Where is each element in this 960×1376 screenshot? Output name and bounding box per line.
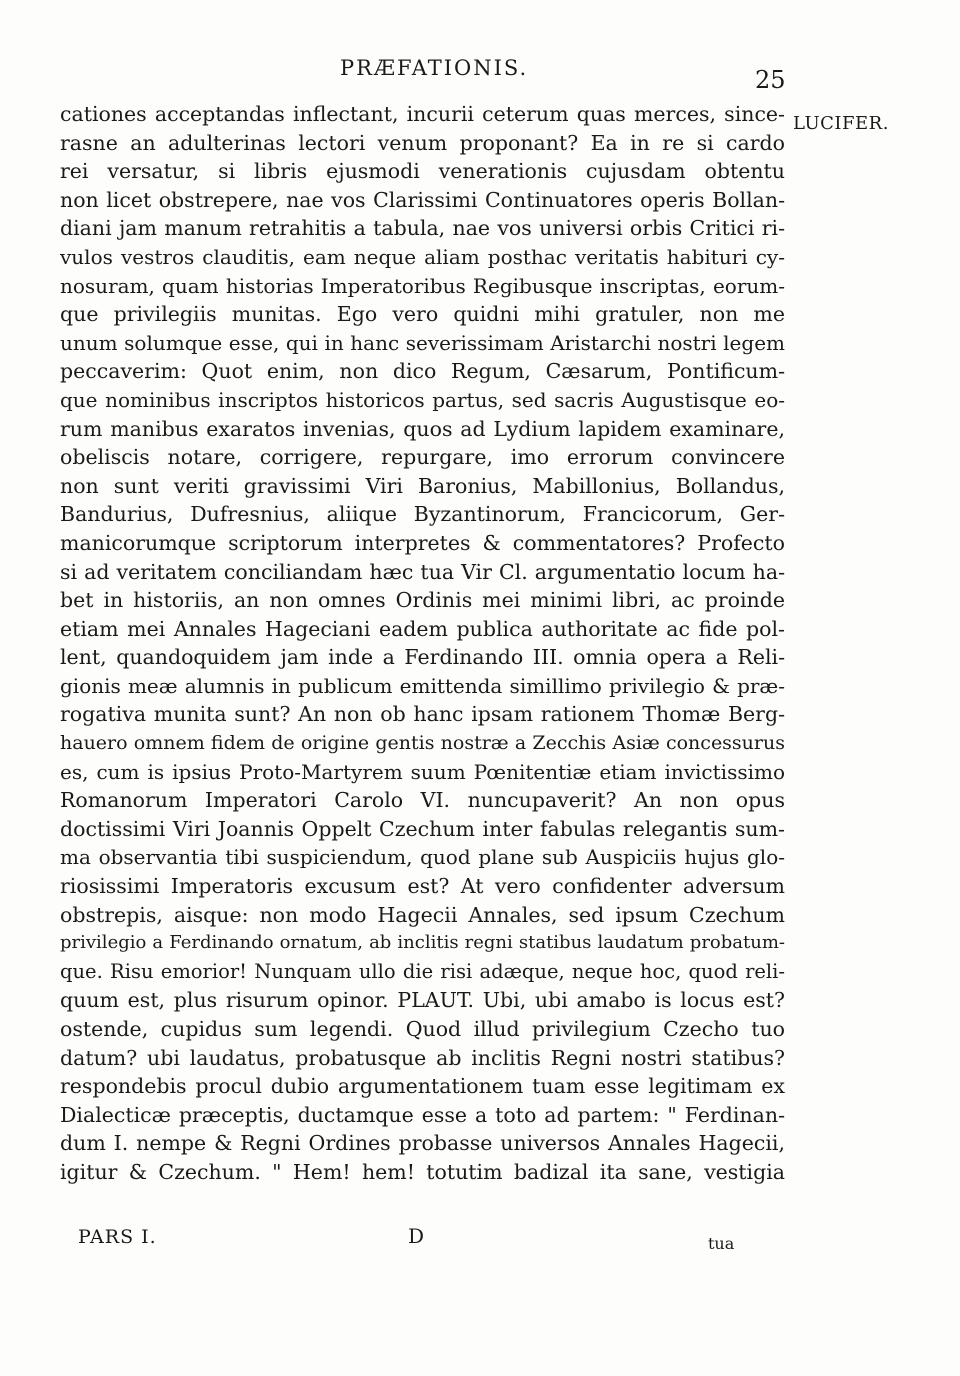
text-line: gionis meæ alumnis in publicum emittenda simillimo privilegio & præ- [60,673,785,698]
text-line: unum solumque esse, qui in hanc severissimam Aristarchi nostri legem [60,330,785,355]
text-line: ma observantia tibi suspiciendum, quod plane sub Auspiciis hujus glo- [60,845,785,870]
text-line: non sunt veriti gravissimi Viri Baronius, Mabillonius, Bollandus, [60,473,785,498]
text-line: que nominibus inscriptos historicos partus, sed sacris Augustisque eo- [60,387,785,412]
text-line: diani jam manum retrahitis a tabula, nae vos universi orbis Critici ri- [60,216,785,241]
text-line: non licet obstrepere, nae vos Clarissimi Continuatores operis Bollan- [60,187,785,212]
margin-note: LUCIFER. [793,113,889,134]
page-number: 25 [755,66,786,94]
text-line: ostende, cupidus sum legendi. Quod illud privilegium Czecho tuo [60,1017,785,1041]
text-line: bet in historiis, an non omnes Ordinis mei minimi libri, ac proinde [60,588,785,613]
text-line: que. Risu emorior! Nunquam ullo die risi adæque, neque hoc, quod reli- [60,959,785,983]
text-line: peccaverim: Quot enim, non dico Regum, Cæsarum, Pontificum- [60,359,785,384]
text-line: obeliscis notare, corrigere, repurgare, imo errorum convincere [60,445,785,470]
text-line: datum? ubi laudatus, probatusque ab inclitis Regni nostri statibus? [60,1045,785,1070]
text-line: rogativa munita sunt? An non ob hanc ipsam rationem Thomæ Berg- [60,702,785,727]
text-line: nosuram, quam historias Imperatoribus Regibusque inscriptas, eorum- [60,273,785,298]
gathering-letter: D [408,1224,425,1248]
text-line: manicorumque scriptorum interpretes & commentatores? Profecto [60,530,785,555]
text-line: riosissimi Imperatoris excusum est? At vero confidenter adversum [60,874,785,899]
text-line: hauero omnem fidem de origine gentis nostræ a Zecchis Asiæ concessurus [60,732,785,755]
text-line: vulos vestros clauditis, eam neque aliam posthac veritatis habituri cy- [60,244,785,269]
text-line: etiam mei Annales Hageciani eadem publica authoritate ac fide pol- [60,616,785,641]
text-line: respondebis procul dubio argumentationem tuam esse legitimam ex [60,1074,785,1099]
text-line: si ad veritatem conciliandam hæc tua Vir Cl. argumentatio locum ha- [60,559,785,584]
text-line: rei versatur, si libris ejusmodi venerationis cujusdam obtentu [60,159,785,184]
text-line: Bandurius, Dufresnius, aliique Byzantinorum, Francicorum, Ger- [60,502,785,527]
text-line: lent, quandoquidem jam inde a Ferdinando III. omnia opera a Reli- [60,645,785,670]
text-line: obstrepis, aisque: non modo Hagecii Annales, sed ipsum Czechum [60,902,785,927]
text-line: es, cum is ipsius Proto-Martyrem suum Pœnitentiæ etiam invictissimo [60,759,785,784]
text-line: rum manibus exaratos invenias, quos ad Lydium lapidem examinare, [60,416,785,441]
body-text [60,100,785,1187]
running-head: PRÆFATIONIS. [340,56,529,80]
text-line: Romanorum Imperatori Carolo VI. nuncupaverit? An non opus [60,788,785,813]
text-line: rasne an adulterinas lectori venum proponant? Ea in re si cardo [60,130,785,155]
text-line: Dialecticæ præceptis, ductamque esse a toto ad partem: " Ferdinan- [60,1102,785,1127]
text-line: que privilegiis munitas. Ego vero quidni mihi gratuler, non me [60,302,785,327]
text-line: cationes acceptandas inflectant, incurii ceterum quas merces, since- [60,102,785,126]
signature-mark: PARS I. [78,1226,157,1248]
text-line: dum I. nempe & Regni Ordines probasse universos Annales Hagecii, [60,1131,785,1156]
text-line: doctissimi Viri Joannis Oppelt Czechum inter fabulas relegantis sum- [60,816,785,841]
catchword: tua [708,1234,735,1253]
text-line: quum est, plus risurum opinor. PLAUT. Ubi, ubi amabo is locus est? [60,988,785,1013]
text-line: privilegio a Ferdinando ornatum, ab inclitis regni statibus laudatum probatum- [60,932,785,954]
text-line: igitur & Czechum. " Hem! hem! totutim badizal ita sane, vestigia [60,1159,785,1184]
